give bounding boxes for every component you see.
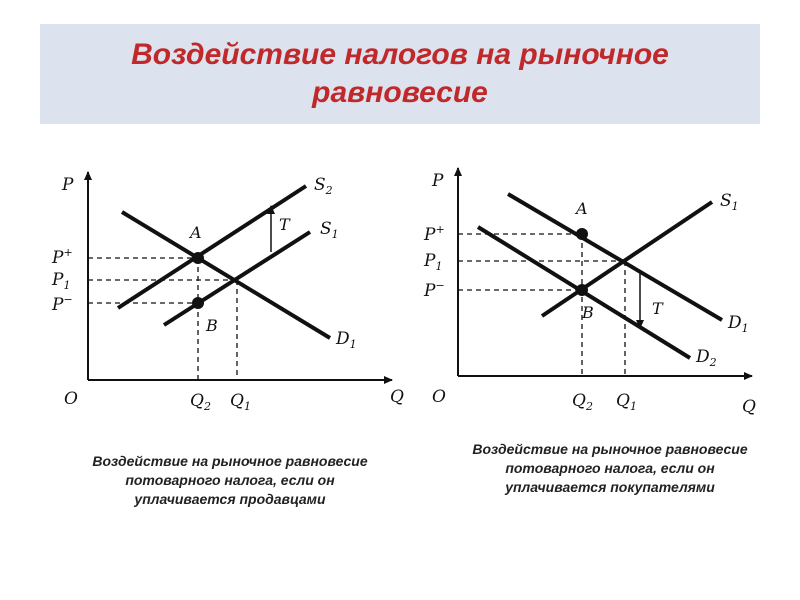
right-graph: [423, 168, 756, 417]
page-title: Воздействие налогов на рыночное равновесие: [131, 38, 669, 109]
left-q1-label: $Q_1$: [230, 391, 251, 413]
right-q2-label: $Q_2$: [572, 391, 593, 413]
left-q-axis-label: Q: [390, 387, 404, 407]
right-point-b-label: B: [582, 303, 594, 322]
left-p-minus-label: P−: [52, 293, 73, 315]
right-p-plus-label: P+: [424, 223, 445, 245]
left-tax-label: T: [279, 215, 290, 234]
right-q1-label: $Q_1$: [616, 391, 637, 413]
right-point-a-label: A: [576, 199, 588, 218]
right-d1-label: $D_1$: [728, 313, 749, 335]
left-point-b-label: B: [206, 316, 218, 335]
left-origin-label: O: [64, 389, 78, 409]
right-demand-d1: [508, 194, 722, 320]
left-point-a: [192, 252, 204, 264]
right-q-axis-label: Q: [742, 397, 756, 417]
right-caption: Воздействие на рыночное равновесие потоварного налога, если он уплачивается покупателями: [472, 441, 748, 495]
right-s1-label: $S_1$: [720, 191, 739, 213]
left-point-a-label: A: [190, 223, 202, 242]
right-point-a: [576, 228, 588, 240]
left-d1-label: $D_1$: [336, 329, 357, 351]
left-supply-s2: [118, 186, 306, 308]
left-p1-label: $P_1$: [52, 270, 71, 292]
right-point-b: [576, 284, 588, 296]
left-point-b: [192, 297, 204, 309]
left-p-axis-label: P: [62, 175, 74, 195]
right-origin-label: O: [432, 387, 446, 407]
right-p-minus-label: P−: [424, 279, 445, 301]
right-tax-label: T: [652, 299, 663, 318]
right-d2-label: $D_2$: [696, 347, 717, 369]
left-caption: Воздействие на рыночное равновесие потоварного налога, если он уплачивается продавцами: [92, 453, 368, 507]
left-q2-label: $Q_2$: [190, 391, 211, 413]
left-p-plus-label: P+: [52, 246, 73, 268]
left-graph: [51, 172, 404, 413]
right-p-axis-label: P: [432, 171, 444, 191]
right-p1-label: $P_1$: [424, 251, 443, 273]
left-s2-label: $S_2$: [314, 175, 333, 197]
left-demand-d1: [122, 212, 330, 338]
left-s1-label: $S_1$: [320, 219, 339, 241]
